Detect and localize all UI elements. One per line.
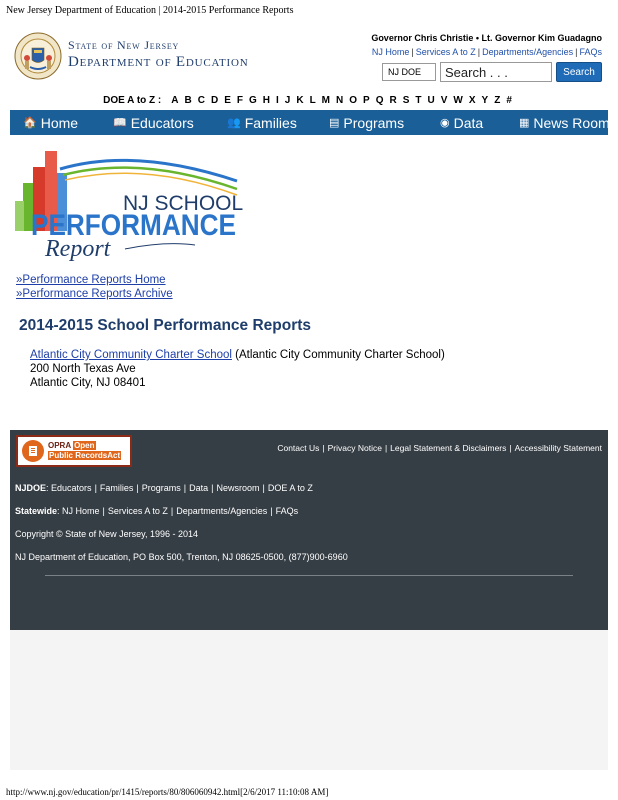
nav-news-room[interactable]	[519, 110, 610, 135]
copyright: Copyright © State of New Jersey, 1996 - 2014	[15, 529, 199, 539]
separator: |	[136, 483, 139, 493]
njdoe-label: NJDOE	[15, 483, 47, 493]
nav-label: News Room	[533, 114, 610, 131]
nav-families[interactable]	[227, 110, 297, 135]
agency-line2: Department of Education	[68, 54, 249, 70]
search-scope-select[interactable]: NJ DOE	[382, 63, 436, 81]
separator: |	[262, 483, 265, 493]
footer-link-nj-home[interactable]: NJ Home	[62, 506, 100, 516]
a-to-z-letter-r[interactable]: R	[389, 95, 397, 106]
a-to-z-letter-a[interactable]: A	[171, 95, 179, 106]
footer-njdoe-links	[15, 483, 313, 493]
separator: |	[322, 443, 325, 453]
nav-label: Home	[40, 114, 79, 131]
opra-logo-icon	[22, 440, 44, 462]
school-info	[30, 348, 445, 390]
colon: :	[57, 506, 63, 516]
a-to-z-letter-m[interactable]: M	[321, 95, 331, 106]
print-header: New Jersey Department of Education | 2014-2015 Performance Reports	[6, 5, 294, 16]
separator: |	[102, 506, 105, 516]
a-to-z-letter-h[interactable]: H	[262, 95, 270, 106]
a-to-z-letter-c[interactable]: C	[197, 95, 205, 106]
school-address-line2: Atlantic City, NJ 08401	[30, 377, 146, 389]
a-to-z-letter-d[interactable]: D	[210, 95, 219, 106]
footer-link-a-to-z[interactable]: DOE A to Z	[267, 483, 313, 493]
separator: |	[384, 443, 388, 453]
page-title: 2014-2015 School Performance Reports	[19, 317, 312, 334]
opra-line2: Public RecordsAct	[49, 451, 121, 460]
footer-link-programs[interactable]: Programs	[141, 483, 181, 493]
top-link-faqs[interactable]: FAQs	[579, 47, 602, 57]
a-to-z-letter-q[interactable]: Q	[375, 95, 384, 106]
logo-line3: Report	[45, 236, 111, 262]
nav-educators[interactable]	[113, 110, 194, 135]
a-to-z-letter-z[interactable]: Z	[494, 95, 501, 106]
main-navigation	[10, 110, 608, 135]
performance-report-logo	[15, 145, 244, 262]
a-to-z-letter-j[interactable]: J	[284, 95, 291, 106]
school-address-line1: 200 North Texas Ave	[30, 363, 136, 375]
a-to-z-letter-x[interactable]: X	[468, 95, 476, 106]
opra-text	[48, 441, 121, 461]
a-to-z-letter-l[interactable]: L	[309, 95, 316, 106]
footer-link-data[interactable]: Data	[189, 483, 209, 493]
separator: |	[509, 443, 512, 453]
a-to-z-letter-hash[interactable]: #	[506, 95, 512, 106]
top-link-departments[interactable]: Departments/Agencies	[482, 47, 574, 57]
a-to-z-letter-f[interactable]: F	[236, 95, 243, 106]
a-to-z-letter-p[interactable]: P	[363, 95, 370, 106]
database-icon: ◉	[440, 117, 450, 129]
separator: |	[411, 47, 414, 57]
search-input[interactable]: Search . . .	[440, 62, 552, 82]
logo-line2: PERFORMANCE	[31, 209, 236, 242]
logo-line1: NJ SCHOOL	[123, 192, 244, 215]
performance-reports-home-link[interactable]: »Performance Reports Home	[16, 274, 166, 286]
separator: |	[211, 483, 214, 493]
footer-link-departments[interactable]: Departments/Agencies	[176, 506, 268, 516]
footer-link-services[interactable]: Services A to Z	[107, 506, 168, 516]
sub-links	[16, 273, 173, 301]
footer-link-newsroom[interactable]: Newsroom	[216, 483, 260, 493]
footer-statewide-links	[15, 506, 298, 516]
opra-word: OPRA	[48, 441, 71, 450]
people-icon: 👥	[227, 117, 241, 129]
a-to-z-letter-t[interactable]: T	[415, 95, 422, 106]
home-icon: 🏠	[23, 117, 37, 129]
a-to-z-letter-n[interactable]: N	[336, 95, 344, 106]
footer-divider	[45, 575, 573, 576]
a-to-z-label: DOE A to Z :	[103, 95, 162, 106]
newspaper-icon: ▦	[519, 117, 530, 129]
a-to-z-letter-i[interactable]: I	[275, 95, 279, 106]
footer-address: NJ Department of Education, PO Box 500, Trenton, NJ 08625-0500, (877)900-6960	[15, 552, 348, 562]
a-to-z-letter-g[interactable]: G	[248, 95, 257, 106]
separator: |	[575, 47, 578, 57]
a-to-z-letter-e[interactable]: E	[224, 95, 231, 106]
print-footer: http://www.nj.gov/education/pr/1415/reports/80/806060942.html[2/6/2017 11:10:08 AM]	[6, 787, 329, 797]
school-link[interactable]: Atlantic City Community Charter School	[30, 349, 232, 361]
nav-label: Families	[244, 114, 297, 131]
a-to-z-letter-v[interactable]: V	[440, 95, 448, 106]
nav-label: Data	[453, 114, 484, 131]
footer-bottom-area	[10, 630, 608, 770]
footer-link-educators[interactable]: Educators	[51, 483, 92, 493]
a-to-z-letter-y[interactable]: Y	[481, 95, 489, 106]
separator: |	[94, 483, 97, 493]
search-button[interactable]: Search	[556, 62, 602, 82]
statewide-label: Statewide	[15, 506, 58, 516]
top-link-services[interactable]: Services A to Z	[415, 47, 476, 57]
legal-links	[277, 443, 602, 453]
a-to-z-letter-w[interactable]: W	[453, 95, 463, 106]
performance-reports-archive-link[interactable]: »Performance Reports Archive	[16, 288, 173, 300]
site-footer	[10, 430, 608, 630]
school-district: (Atlantic City Community Charter School)	[231, 349, 445, 361]
privacy-notice-link[interactable]: Privacy Notice	[327, 443, 382, 453]
a-to-z-letter-s[interactable]: S	[402, 95, 410, 106]
top-link-nj-home[interactable]: NJ Home	[371, 47, 410, 57]
a-to-z-index	[0, 95, 618, 106]
a-to-z-letter-k[interactable]: K	[296, 95, 304, 106]
separator: |	[477, 47, 481, 57]
a-to-z-letter-u[interactable]: U	[427, 95, 435, 106]
a-to-z-letter-o[interactable]: O	[349, 95, 358, 106]
state-seal-icon	[14, 32, 62, 80]
top-links	[372, 47, 602, 57]
nav-programs[interactable]	[329, 110, 404, 135]
separator: |	[170, 506, 174, 516]
separator: |	[183, 483, 187, 493]
footer-link-families[interactable]: Families	[99, 483, 134, 493]
book-icon: 📖	[113, 117, 127, 129]
agency-name[interactable]	[68, 38, 249, 71]
nav-label: Programs	[343, 114, 405, 131]
colon: :	[46, 483, 52, 493]
agency-line1: State of New Jersey	[68, 38, 180, 52]
a-to-z-letter-b[interactable]: B	[184, 95, 192, 106]
opra-banner[interactable]	[16, 435, 132, 467]
list-icon: ▤	[329, 117, 340, 129]
footer-link-faqs[interactable]: FAQs	[275, 506, 299, 516]
search-bar	[382, 62, 602, 82]
nav-home[interactable]	[23, 110, 78, 135]
nav-label: Educators	[130, 114, 194, 131]
opra-open: Open	[74, 441, 95, 450]
legal-statement-link[interactable]: Legal Statement & Disclaimers	[390, 443, 507, 453]
separator: |	[270, 506, 273, 516]
contact-us-link[interactable]: Contact Us	[277, 443, 320, 453]
accessibility-link[interactable]: Accessibility Statement	[514, 443, 602, 453]
nav-data[interactable]	[440, 110, 483, 135]
governor-line: Governor Chris Christie • Lt. Governor Kim Guadagno	[371, 33, 602, 43]
